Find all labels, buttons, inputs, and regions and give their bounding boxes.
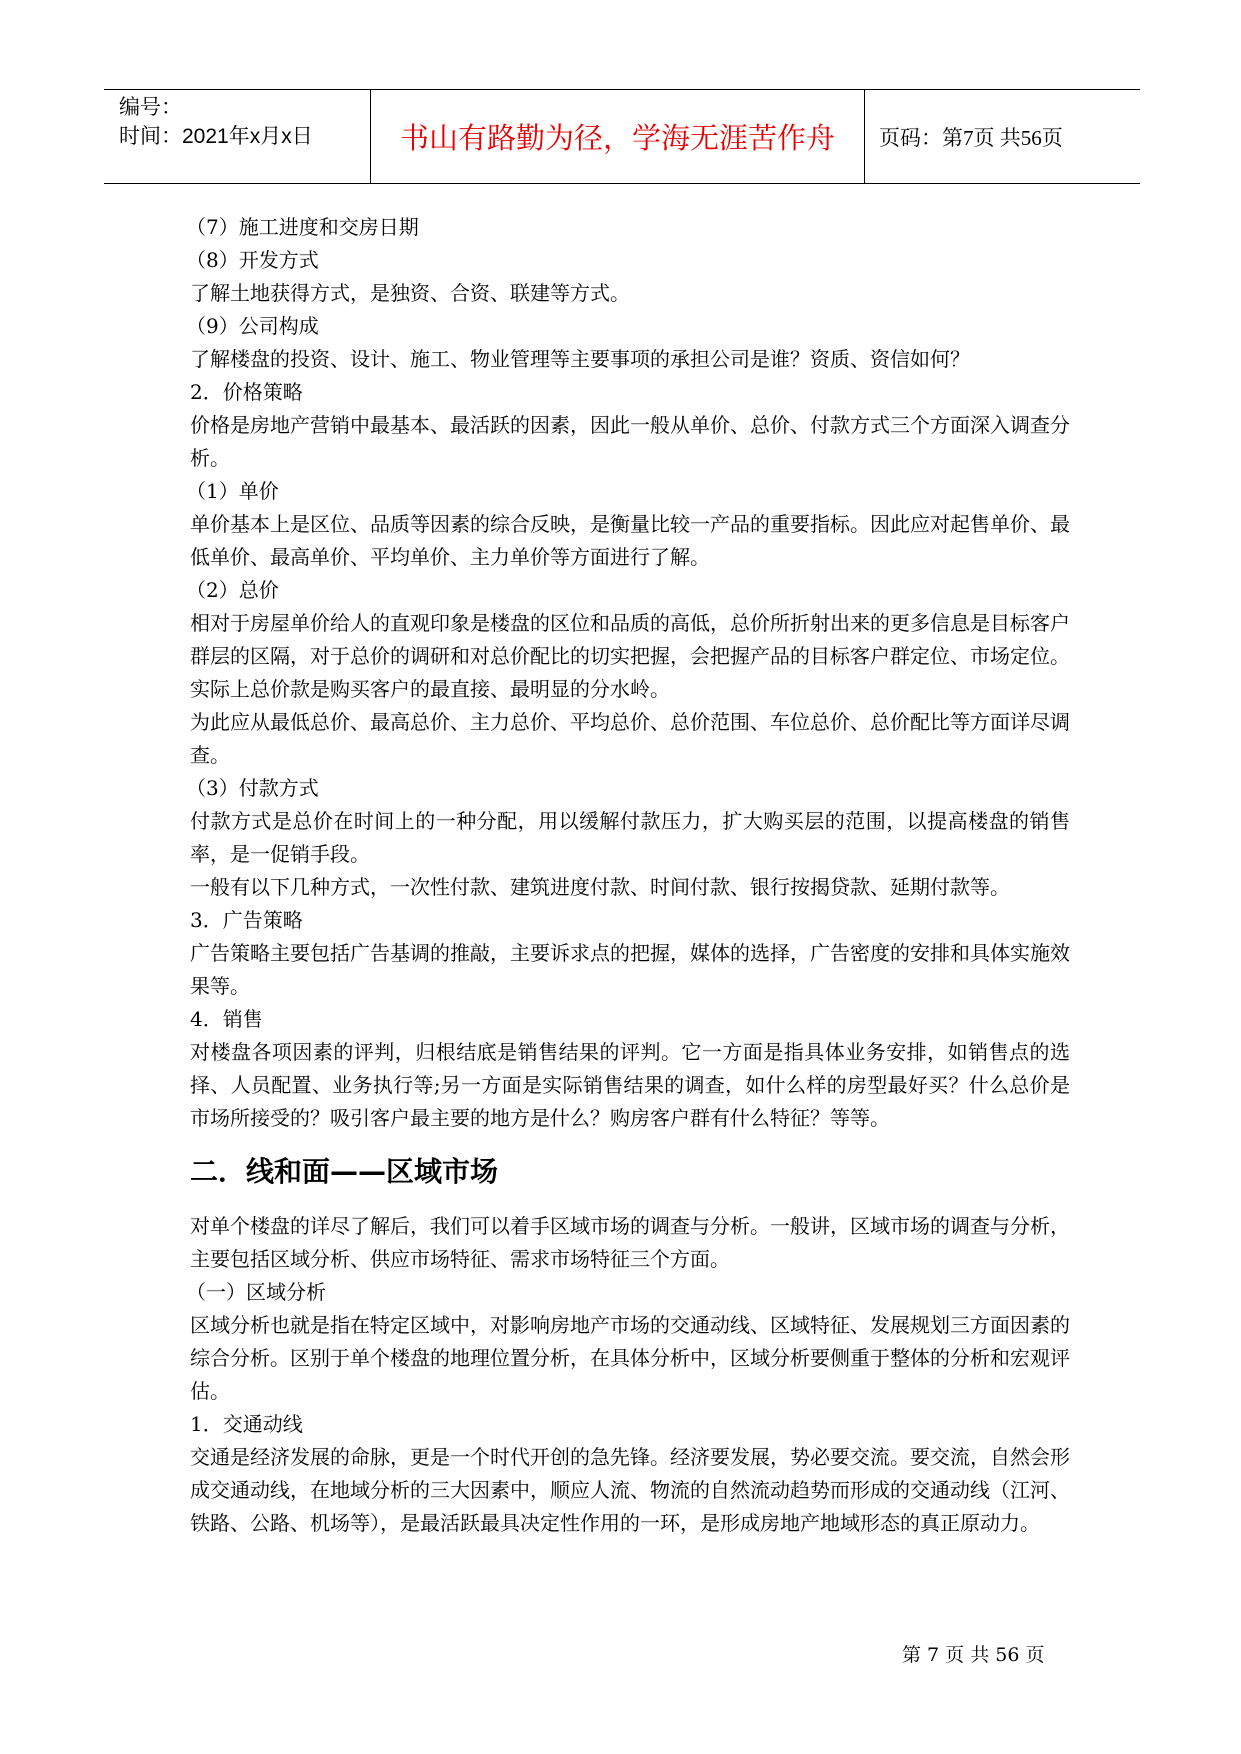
- subsection-title: （7）施工进度和交房日期: [186, 215, 419, 239]
- body-paragraph: 对楼盘各项因素的评判，归根结底是销售结果的评判。它一方面是指具体业务安排，如销售点的选择、人员配置、业务执行等;另一方面是实际销售结果的调查，如什么样的房型最好买？什么总价是市场所接受的？吸引客户最主要的地方是什么？购房客户群有什么特征？等等。: [190, 1040, 1070, 1130]
- header-page-code: 页码：第7页 共56页: [879, 125, 1063, 150]
- body-paragraph: 相对于房屋单价给人的直观印象是楼盘的区位和品质的高低，总价所折射出来的更多信息是目标客户群层的区隔，对于总价的调研和对总价配比的切实把握，会把握产品的目标客户群定位、市场定位。实际上总价款是购买客户的最直接、最明显的分水岭。: [190, 611, 1070, 701]
- page-header: [104, 89, 1140, 184]
- body-paragraph: 单价基本上是区位、品质等因素的综合反映，是衡量比较一产品的重要指标。因此应对起售单价、最低单价、最高单价、平均单价、主力单价等方面进行了解。: [190, 512, 1070, 569]
- header-motto: 书山有路勤为径，学海无涯苦作舟: [370, 90, 865, 183]
- body-paragraph: 区域分析也就是指在特定区域中，对影响房地产市场的交通动线、区域特征、发展规划三方面因素的综合分析。区别于单个楼盘的地理位置分析，在具体分析中，区域分析要侧重于整体的分析和宏观评估。: [190, 1313, 1070, 1403]
- section-heading: 二．线和面——区域市场: [190, 1155, 499, 1188]
- body-paragraph: 为此应从最低总价、最高总价、主力总价、平均总价、总价范围、车位总价、总价配比等方面详尽调查。: [190, 710, 1070, 767]
- document-body: [186, 211, 1070, 1540]
- body-paragraph: 4．销售: [190, 1007, 263, 1031]
- document-number-label: 编号：: [119, 96, 182, 119]
- body-paragraph: 3．广告策略: [190, 908, 303, 932]
- subsection-title: （8）开发方式: [186, 248, 319, 272]
- body-paragraph: 了解土地获得方式，是独资、合资、联建等方式。: [190, 281, 630, 305]
- subsection-title: （3）付款方式: [186, 776, 319, 800]
- header-meta: [104, 90, 370, 183]
- body-paragraph: 对单个楼盘的详尽了解后，我们可以着手区域市场的调查与分析。一般讲，区域市场的调查与分析，主要包括区域分析、供应市场特征、需求市场特征三个方面。: [190, 1214, 1070, 1271]
- subsection-title: （9）公司构成: [186, 314, 319, 338]
- body-paragraph: 付款方式是总价在时间上的一种分配，用以缓解付款压力，扩大购买层的范围，以提高楼盘的销售率，是一促销手段。: [190, 809, 1070, 866]
- subsection-title: （1）单价: [186, 479, 279, 503]
- body-paragraph: 了解楼盘的投资、设计、施工、物业管理等主要事项的承担公司是谁？资质、资信如何？: [190, 347, 970, 371]
- body-paragraph: 2．价格策略: [190, 380, 303, 404]
- subsection-title: （2）总价: [186, 578, 279, 602]
- body-paragraph: 一般有以下几种方式，一次性付款、建筑进度付款、时间付款、银行按揭贷款、延期付款等。: [190, 875, 1010, 899]
- document-date: 时间：2021年x月x日: [119, 125, 313, 148]
- body-paragraph: 1．交通动线: [190, 1412, 303, 1436]
- subsection-title: （一）区域分析: [186, 1280, 326, 1304]
- page-footer: 第 7 页 共 56 页: [902, 1644, 1045, 1666]
- body-paragraph: 广告策略主要包括广告基调的推敲，主要诉求点的把握，媒体的选择，广告密度的安排和具体实施效果等。: [190, 941, 1070, 998]
- body-paragraph: 价格是房地产营销中最基本、最活跃的因素，因此一般从单价、总价、付款方式三个方面深入调查分析。: [190, 413, 1070, 470]
- body-paragraph: 交通是经济发展的命脉，更是一个时代开创的急先锋。经济要发展，势必要交流。要交流，自然会形成交通动线，在地域分析的三大因素中，顺应人流、物流的自然流动趋势而形成的交通动线（江河、铁路、公路、机场等），是最活跃最具决定性作用的一环，是形成房地产地域形态的真正原动力。: [190, 1445, 1070, 1535]
